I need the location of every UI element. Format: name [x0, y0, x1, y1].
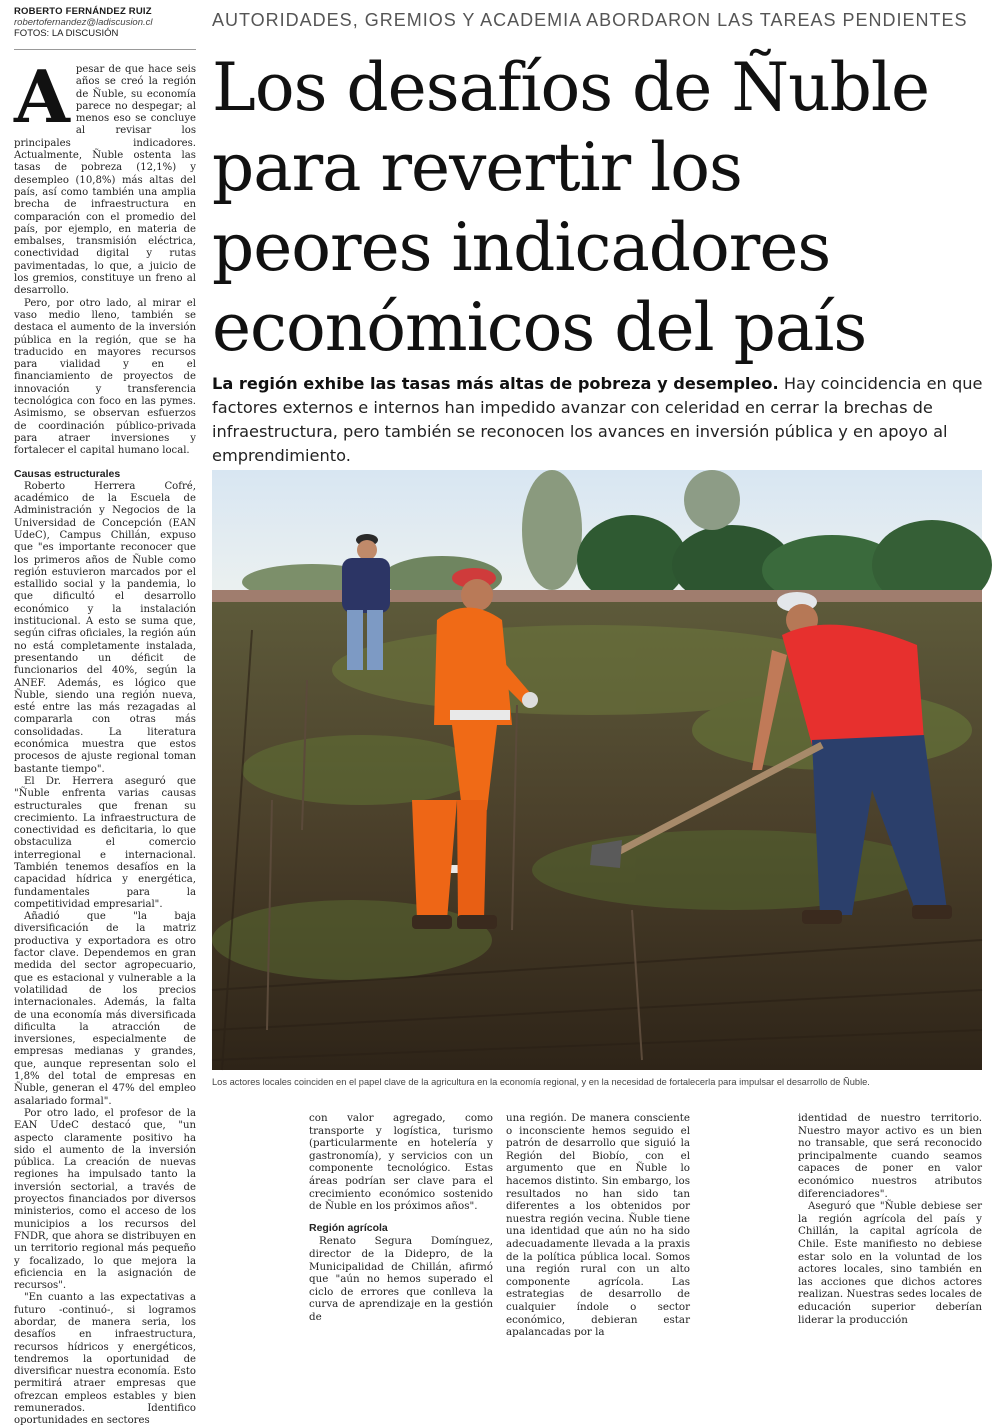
headline-line: peores indicadores	[212, 209, 831, 286]
body-paragraph: El Dr. Herrera aseguró que "Ñuble enfrenta varias causas estructurales que frenan su crecimiento. La infraestructura de conectividad es deficitaria, lo que obstaculiza el comercio interregional e internacional. También tenemos desafíos en la capacidad hídrica y energética, fundamentales para la competitividad empresarial".	[14, 775, 196, 910]
left-column	[14, 54, 196, 1427]
author-name: ROBERTO FERNÁNDEZ RUIZ	[14, 6, 152, 17]
body-column-2	[309, 1112, 493, 1323]
body-paragraph: identidad de nuestro territorio. Nuestro mayor activo es un bien no transable, que será reconocido principalmente cuando seamos capaces de poner en valor económico nuestros atributos diferenciadores".	[798, 1112, 982, 1200]
photo-credit: FOTOS: LA DISCUSIÓN	[14, 28, 119, 39]
deck-text: Hay coincidencia en que factores externos e internos han impedido avanzar con celeridad en cerrar la brechas de infraestructura, pero también se reconocen los avances en inversión pública y en apoyo al emprendimiento.	[212, 374, 983, 465]
body-paragraph: Añadió que "la baja diversificación de la matriz productiva y exportadora es otro factor clave. Dependemos en gran medida del sector agropecuario, que es estacional y vulnerable a la volatilidad de los precios internacionales. Además, la falta de una economía más diversificada dificulta la atracción de inversiones, especialmente de empresas medianas y grandes, que, aunque representan solo el 1,8% del total de empresas en Ñuble, generan el 47% del empleo asalariado formal".	[14, 911, 196, 1107]
body-paragraph: Roberto Herrera Cofré, académico de la Escuela de Administración y Negocios de la Universidad de Concepción (EAN UdeC), Campus Chillán, expuso que "es importante reconocer que los primeros años de Ñuble como región estuvieron marcados por el estallido social y la pandemia, lo que dificultó el desarrollo económico y la instalación institucional. A esto se suma que, según cifras oficiales, la región aún no está completamente instalada, presentando un déficit de funcionarios del 40%, según la ANEF. Además, es lógico que Ñuble, siendo una región nueva, esté entre las más rezagadas al compararla con otras más consolidadas. La literatura económica muestra que estos procesos de ajuste regional toman bastante tiempo".	[14, 480, 196, 775]
body-paragraph: una región. De manera consciente o inconsciente hemos seguido el patrón de desarrollo que siguió la Región del Biobío, con el argumento que en Ñuble lo hacemos distinto. Sin embargo, los resultados no han sido tan diferentes a los obtenidos por nuestra región vecina. Ñuble tiene una identidad que aún no ha sido adecuadamente llevada a la praxis de la política pública local. Somos una región rural con un alto componente agrícola. Las estrategias de desarrollo de cualquier índole o sector económico, debieran estar apalancadas por la	[506, 1112, 690, 1339]
headline-line: para revertir los	[212, 129, 742, 206]
photo-caption: Los actores locales coinciden en el papel clave de la agricultura en la economía regional, y en la necesidad de fortalecerla para impulsar el desarrollo de Ñuble.	[212, 1077, 870, 1087]
body-paragraph	[14, 54, 196, 298]
headline-line: económicos del país	[212, 289, 867, 366]
deck-lead: La región exhibe las tasas más altas de pobreza y desempleo.	[212, 374, 779, 393]
drop-cap: A	[14, 54, 70, 139]
article-photo	[212, 470, 982, 1070]
author-email[interactable]: robertofernandez@ladiscusion.cl	[14, 17, 153, 28]
headline-line: Los desafíos de Ñuble	[212, 49, 930, 126]
body-paragraph: Por otro lado, el profesor de la EAN UdeC destacó que, "un aspecto claramente positivo ha sido el aumento de la inversión pública. La creación de nuevas regiones ha impulsado tanto la inversión sectorial, a través de proyectos financiados por diversos ministerios, como el acceso de los municipios a los recursos del FNDR, que ahora se distribuyen en un territorio regional más pequeño y focalizado, lo que mejora la eficiencia en la asignación de recursos".	[14, 1107, 196, 1292]
paragraph-text: pesar de que hace seis años se creó la región de Ñuble, su economía parece no despegar; al menos eso se concluye al revisar los principales indicadores. Actualmente, Ñuble ostenta las tasas de pobreza (12,1%) y desempleo (10,8%) más altas del país, así como también una amplia brecha de infraestructura en comparación con el promedio del país, por ejemplo, en materia de embalses, transmisión eléctrica, conectividad digital y rutas pavimentadas, lo que, a juicio de los gremios, constituye un freno al desarrollo.	[14, 64, 196, 297]
body-paragraph: Pero, por otro lado, al mirar el vaso medio lleno, también se destaca el aumento de la inversión pública en la región, que se ha traducido en mayores recursos para vialidad y en el financiamiento de proyectos de innovación y transferencia tecnológica con foco en las pymes. Asimismo, se observan esfuerzos de coordinación público-privada para atraer inversiones y fortalecer el capital humano local.	[14, 297, 196, 457]
byline-divider	[14, 49, 196, 50]
body-paragraph: "En cuanto a las expectativas a futuro -continuó-, si logramos abordar, de manera seria, los desafíos en infraestructura, recursos hídricos y energéticos, tendremos la oportunidad de diversificar nuestra economía. Esto permitirá atraer empresas que ofrezcan empleos estables y bien remunerados. Identifico oportunidades en sectores	[14, 1292, 196, 1427]
body-column-3	[506, 1112, 690, 1339]
headline	[212, 48, 992, 368]
body-paragraph: Renato Segura Domínguez, director de la Didepro, de la Municipalidad de Chillán, afirmó que "aún no hemos superado el ciclo de errores que conlleva la curva de aprendizaje en la gestión de	[309, 1235, 493, 1323]
farm-workers-illustration	[212, 470, 982, 1070]
byline	[14, 6, 196, 39]
deck	[212, 372, 992, 468]
kicker: AUTORIDADES, GREMIOS Y ACADEMIA ABORDARON LAS TAREAS PENDIENTES	[212, 10, 968, 30]
body-column-4	[798, 1112, 982, 1326]
body-paragraph: con valor agregado, como transporte y logística, turismo (particularmente en hotelería y gastronomía), y servicios con un componente tecnológico. Estas áreas podrían ser clave para el crecimiento económico sostenido de Ñuble en los próximos años".	[309, 1112, 493, 1213]
subhead: Causas estructurales	[14, 467, 121, 480]
body-paragraph: Aseguró que "Ñuble debiese ser la región agrícola del país y Chillán, la capital agrícola de Chile. Este manifiesto no debiese estar solo en la voluntad de los actores locales, sino también en las acciones que dichos actores realizan. Nuestras sedes locales de educación superior deberían liderar la producción	[798, 1200, 982, 1326]
subhead: Región agrícola	[309, 1221, 388, 1234]
